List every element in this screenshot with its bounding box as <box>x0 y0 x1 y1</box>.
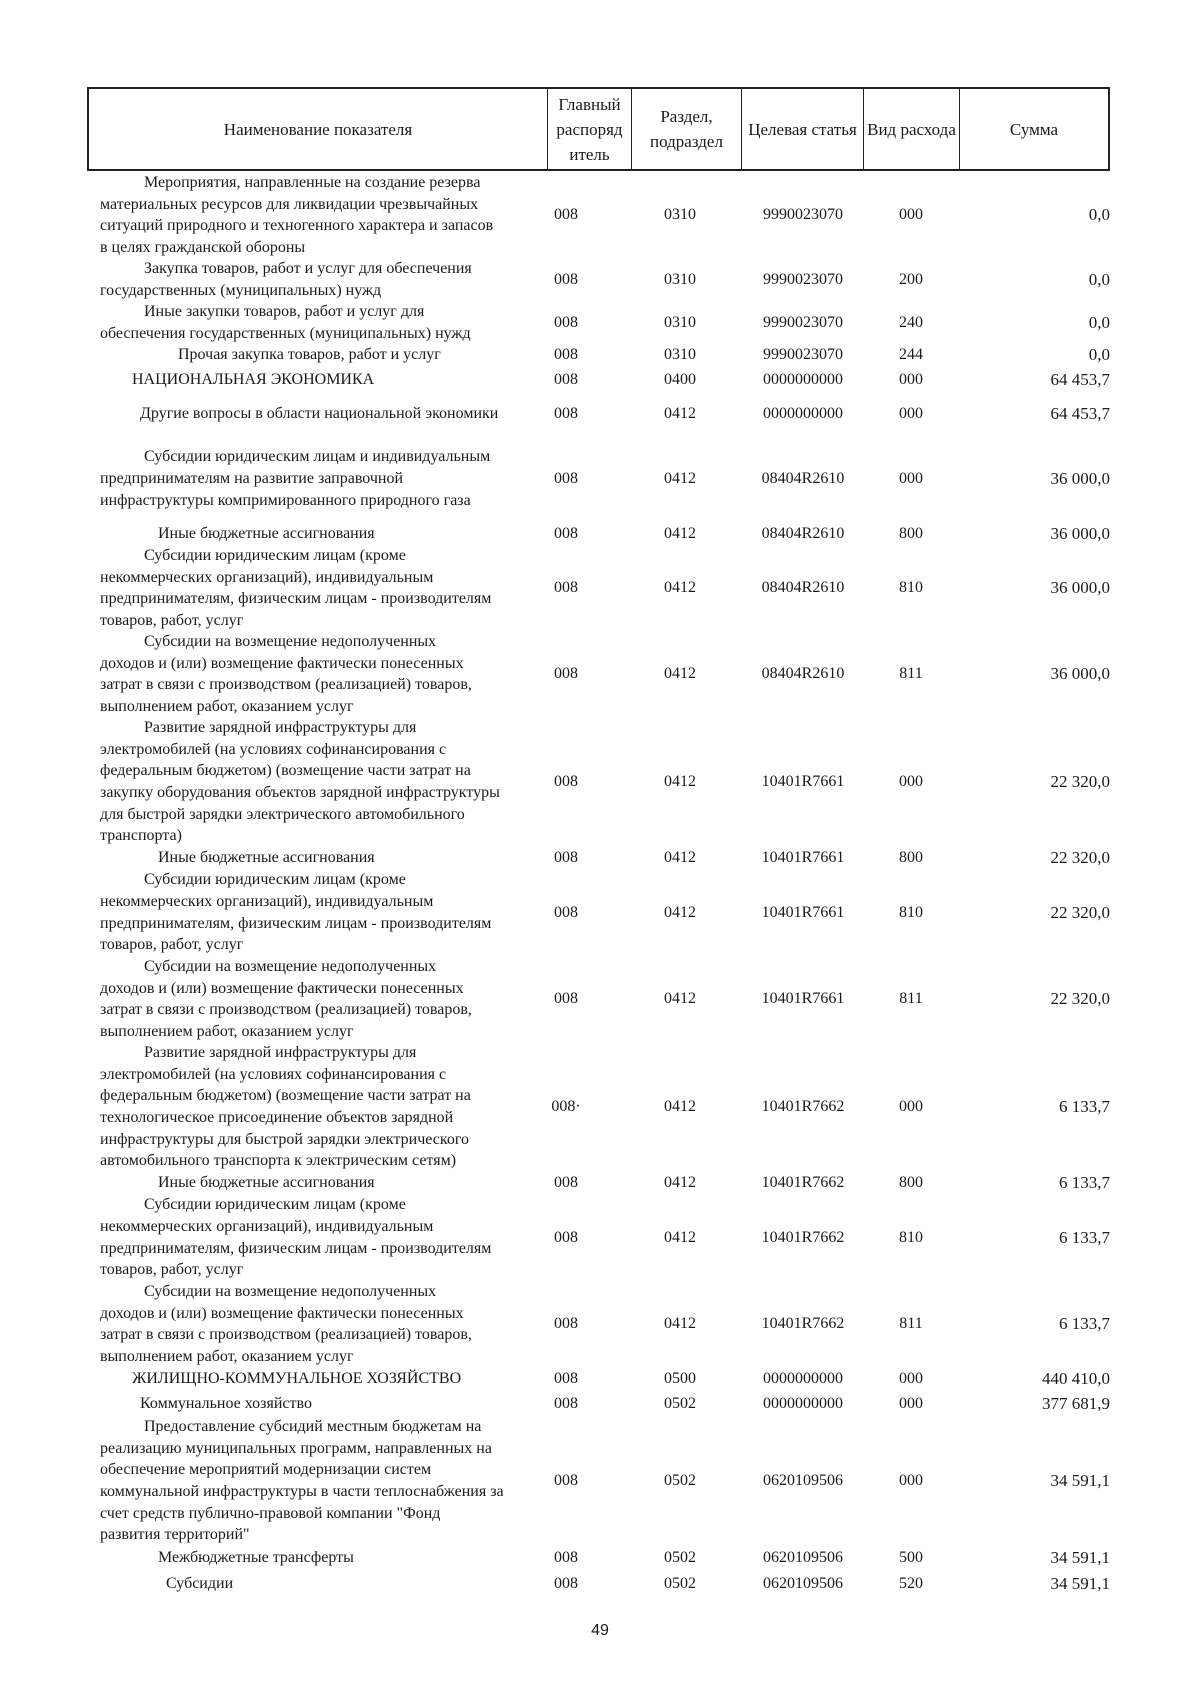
row-name: Прочая закупка товаров, работ и услуг <box>178 346 441 363</box>
row-expense-type: 000 <box>899 1472 923 1489</box>
row-target-article: 08404R2610 <box>761 665 845 682</box>
row-name: Субсидии юридическим лицам (кроме некоммерческих организаций), индивидуальным предпринимателям, физическим лицам - производителям товаров, работ, услуг <box>100 871 492 954</box>
row-name: Иные бюджетные ассигнования <box>158 525 375 542</box>
table-row <box>0 446 1200 512</box>
row-target-article: 10401R7662 <box>761 1174 845 1191</box>
row-main-manager: 008 <box>554 990 578 1007</box>
table-row <box>0 1194 1200 1281</box>
row-sum: 36 000,0 <box>1050 469 1110 488</box>
row-main-manager: 008 <box>554 270 578 288</box>
row-section: 0502 <box>664 1549 696 1566</box>
table-row <box>0 1392 1200 1416</box>
row-main-manager: 008 <box>554 1472 578 1489</box>
row-name: Коммунальное хозяйство <box>140 1395 312 1412</box>
row-expense-type: 200 <box>899 270 923 288</box>
row-section: 0412 <box>664 579 696 596</box>
row-target-article: 10401R7661 <box>761 903 845 921</box>
table-row <box>0 631 1200 717</box>
row-sum: 0,0 <box>1088 312 1110 332</box>
row-target-article: 10401R7661 <box>761 849 845 866</box>
row-section: 0412 <box>664 849 696 866</box>
row-sum: 22 320,0 <box>1050 848 1110 867</box>
row-sum: 6 133,7 <box>1059 1227 1110 1247</box>
row-sum: 64 453,7 <box>1050 404 1110 423</box>
table-row <box>0 523 1200 545</box>
table-row <box>0 847 1200 869</box>
row-main-manager: 008 <box>554 405 578 422</box>
row-target-article: 0620109506 <box>763 1575 843 1592</box>
row-sum: 34 591,1 <box>1050 1471 1110 1490</box>
row-expense-type: 000 <box>899 405 923 422</box>
row-target-article: 0000000000 <box>763 405 843 422</box>
row-main-manager: 008 <box>554 1315 578 1332</box>
row-section: 0412 <box>664 1315 696 1332</box>
row-section: 0412 <box>664 1228 696 1246</box>
row-expense-type: 000 <box>899 773 923 790</box>
row-main-manager: 008· <box>551 1098 581 1115</box>
row-target-article: 08404R2610 <box>761 579 845 596</box>
row-name: Субсидии на возмещение недополученных доходов и (или) возмещение фактически понесенных затрат в связи с производством (реализацией) товаров, выполнением работ, оказанием услуг <box>100 633 472 715</box>
table-row <box>0 1546 1200 1570</box>
row-expense-type: 810 <box>899 903 923 921</box>
row-name: Предоставление субсидий местным бюджетам на реализацию муниципальных программ, направленных на обеспечение мероприятий модернизации систем коммунальной инфраструктуры в части теплоснабжения за счет средств публично-правовой компании "Фонд развития территорий" <box>100 1418 504 1544</box>
row-main-manager: 008 <box>554 1370 578 1387</box>
row-section: 0502 <box>664 1395 696 1412</box>
row-section: 0310 <box>664 346 696 363</box>
row-sum: 36 000,0 <box>1050 578 1110 597</box>
row-expense-type: 000 <box>899 1395 923 1412</box>
row-expense-type: 811 <box>899 990 923 1007</box>
row-sum: 64 453,7 <box>1050 370 1110 389</box>
row-target-article: 9990023070 <box>763 313 843 331</box>
row-sum: 22 320,0 <box>1050 902 1110 922</box>
row-expense-type: 000 <box>899 371 923 388</box>
row-name: Развитие зарядной инфраструктуры для электромобилей (на условиях софинансирования с федеральным бюджетом) (возмещение части затрат на технологическое присоединение объектов зарядной инфраструктуры для быстрой зарядки электрического автомобильного транспорта к электрическим сетям) <box>100 1044 471 1170</box>
header-main-manager: Главный распоряд итель <box>548 89 632 169</box>
table-row <box>0 956 1200 1042</box>
row-name: Мероприятия, направленные на создание резерва материальных ресурсов для ликвидации чрезвычайных ситуаций природного и техногенного характера и запасов в целях гражданской обороны <box>100 174 494 256</box>
row-sum: 377 681,9 <box>1042 1394 1110 1413</box>
row-expense-type: 000 <box>899 206 923 223</box>
row-target-article: 08404R2610 <box>761 525 845 542</box>
row-expense-type: 000 <box>899 1370 923 1387</box>
row-section: 0310 <box>664 206 696 223</box>
row-name: Субсидии на возмещение недополученных доходов и (или) возмещение фактически понесенных затрат в связи с производством (реализацией) товаров, выполнением работ, оказанием услуг <box>100 1283 472 1365</box>
row-name: Иные бюджетные ассигнования <box>158 849 375 866</box>
row-expense-type: 000 <box>899 470 923 487</box>
row-target-article: 9990023070 <box>763 270 843 288</box>
row-target-article: 0000000000 <box>763 1370 843 1387</box>
row-name: Межбюджетные трансферты <box>158 1549 354 1566</box>
table-row <box>0 301 1200 344</box>
table-row <box>0 344 1200 366</box>
row-sum: 6 133,7 <box>1059 1314 1110 1333</box>
table-row <box>0 1367 1200 1391</box>
row-main-manager: 008 <box>554 1575 578 1592</box>
table-row <box>0 1042 1200 1172</box>
row-section: 0412 <box>664 405 696 422</box>
row-sum: 440 410,0 <box>1042 1369 1110 1388</box>
row-main-manager: 008 <box>554 525 578 542</box>
header-section: Раздел, подраздел <box>632 89 742 169</box>
row-name: Закупка товаров, работ и услуг для обеспечения государственных (муниципальных) нужд <box>100 260 472 299</box>
row-name: ЖИЛИЩНО-КОММУНАЛЬНОЕ ХОЗЯЙСТВО <box>132 1370 462 1387</box>
row-target-article: 9990023070 <box>763 206 843 223</box>
row-section: 0500 <box>664 1370 696 1387</box>
table-row <box>0 172 1200 258</box>
row-section: 0310 <box>664 270 696 288</box>
row-sum: 6 133,7 <box>1059 1097 1110 1116</box>
row-name: Субсидии на возмещение недополученных доходов и (или) возмещение фактически понесенных затрат в связи с производством (реализацией) товаров, выполнением работ, оказанием услуг <box>100 958 472 1040</box>
table-row <box>0 402 1200 426</box>
row-name: Субсидии юридическим лицам (кроме некоммерческих организаций), индивидуальным предпринимателям, физическим лицам - производителям товаров, работ, услуг <box>100 547 492 629</box>
row-main-manager: 008 <box>554 371 578 388</box>
row-name: Иные закупки товаров, работ и услуг для обеспечения государственных (муниципальных) нужд <box>100 303 471 342</box>
row-sum: 0,0 <box>1088 205 1110 224</box>
row-target-article: 0620109506 <box>763 1549 843 1566</box>
row-sum: 22 320,0 <box>1050 772 1110 791</box>
row-expense-type: 800 <box>899 525 923 542</box>
row-name: Иные бюджетные ассигнования <box>158 1174 375 1191</box>
row-target-article: 10401R7661 <box>761 990 845 1007</box>
row-main-manager: 008 <box>554 1549 578 1566</box>
row-expense-type: 800 <box>899 1174 923 1191</box>
row-section: 0502 <box>664 1575 696 1592</box>
row-sum: 34 591,1 <box>1050 1548 1110 1567</box>
row-expense-type: 240 <box>899 313 923 331</box>
row-name: Другие вопросы в области национальной экономики <box>140 405 499 422</box>
row-target-article: 10401R7662 <box>761 1228 845 1246</box>
header-name: Наименование показателя <box>89 89 548 169</box>
row-name: НАЦИОНАЛЬНАЯ ЭКОНОМИКА <box>132 371 375 388</box>
row-section: 0412 <box>664 773 696 790</box>
row-section: 0412 <box>664 470 696 487</box>
row-target-article: 0000000000 <box>763 371 843 388</box>
row-main-manager: 008 <box>554 773 578 790</box>
row-section: 0412 <box>664 525 696 542</box>
row-expense-type: 810 <box>899 1228 923 1246</box>
row-section: 0502 <box>664 1472 696 1489</box>
row-section: 0412 <box>664 903 696 921</box>
row-expense-type: 811 <box>899 1315 923 1332</box>
row-main-manager: 008 <box>554 579 578 596</box>
row-main-manager: 008 <box>554 206 578 223</box>
row-expense-type: 810 <box>899 579 923 596</box>
row-expense-type: 000 <box>899 1098 923 1115</box>
table-row <box>0 258 1200 301</box>
row-section: 0412 <box>664 665 696 682</box>
row-section: 0412 <box>664 1174 696 1191</box>
row-sum: 0,0 <box>1088 345 1110 364</box>
row-section: 0412 <box>664 990 696 1007</box>
row-target-article: 10401R7662 <box>761 1098 845 1115</box>
row-name: Развитие зарядной инфраструктуры для электромобилей (на условиях софинансирования с федеральным бюджетом) (возмещение части затрат на закупку оборудования объектов зарядной инфраструктуры для быстрой зарядки электрического автомобильного транспорта) <box>100 719 500 845</box>
row-main-manager: 008 <box>554 470 578 487</box>
row-target-article: 10401R7661 <box>761 773 845 790</box>
row-expense-type: 800 <box>899 849 923 866</box>
row-target-article: 0620109506 <box>763 1472 843 1489</box>
table-row <box>0 717 1200 847</box>
header-sum: Сумма <box>1009 119 1059 139</box>
table-row <box>0 1172 1200 1194</box>
row-name: Субсидии юридическим лицам и индивидуальным предпринимателям на развитие заправочной инфраструктуры компримированного природного газа <box>100 448 491 509</box>
row-target-article: 10401R7662 <box>761 1315 845 1332</box>
row-main-manager: 008 <box>554 1228 578 1246</box>
table-row <box>0 1281 1200 1367</box>
table-row <box>0 368 1200 392</box>
table-row <box>0 869 1200 956</box>
row-sum: 0,0 <box>1088 269 1110 289</box>
row-section: 0400 <box>664 371 696 388</box>
row-main-manager: 008 <box>554 665 578 682</box>
header-expense-type: Вид расхода <box>864 89 960 169</box>
row-expense-type: 811 <box>899 665 923 682</box>
row-main-manager: 008 <box>554 1174 578 1191</box>
row-sum: 6 133,7 <box>1059 1173 1110 1192</box>
table-row <box>0 1416 1200 1546</box>
row-expense-type: 500 <box>899 1549 923 1566</box>
row-section: 0412 <box>664 1098 696 1115</box>
row-sum: 22 320,0 <box>1050 989 1110 1008</box>
table-row <box>0 1572 1200 1596</box>
row-target-article: 0000000000 <box>763 1395 843 1412</box>
row-main-manager: 008 <box>554 903 578 921</box>
row-name: Субсидии <box>166 1575 234 1592</box>
row-section: 0310 <box>664 313 696 331</box>
row-expense-type: 244 <box>899 346 923 363</box>
row-target-article: 9990023070 <box>763 346 843 363</box>
row-target-article: 08404R2610 <box>761 470 845 487</box>
row-name: Субсидии юридическим лицам (кроме некоммерческих организаций), индивидуальным предпринимателям, физическим лицам - производителям товаров, работ, услуг <box>100 1196 492 1279</box>
row-sum: 36 000,0 <box>1050 524 1110 543</box>
row-sum: 36 000,0 <box>1050 664 1110 683</box>
row-main-manager: 008 <box>554 849 578 866</box>
row-main-manager: 008 <box>554 1395 578 1412</box>
header-target-article: Целевая статья <box>742 89 864 169</box>
row-sum: 34 591,1 <box>1050 1574 1110 1593</box>
row-expense-type: 520 <box>899 1575 923 1592</box>
row-main-manager: 008 <box>554 346 578 363</box>
row-main-manager: 008 <box>554 313 578 331</box>
page-number: 49 <box>591 1622 609 1639</box>
table-row <box>0 545 1200 631</box>
